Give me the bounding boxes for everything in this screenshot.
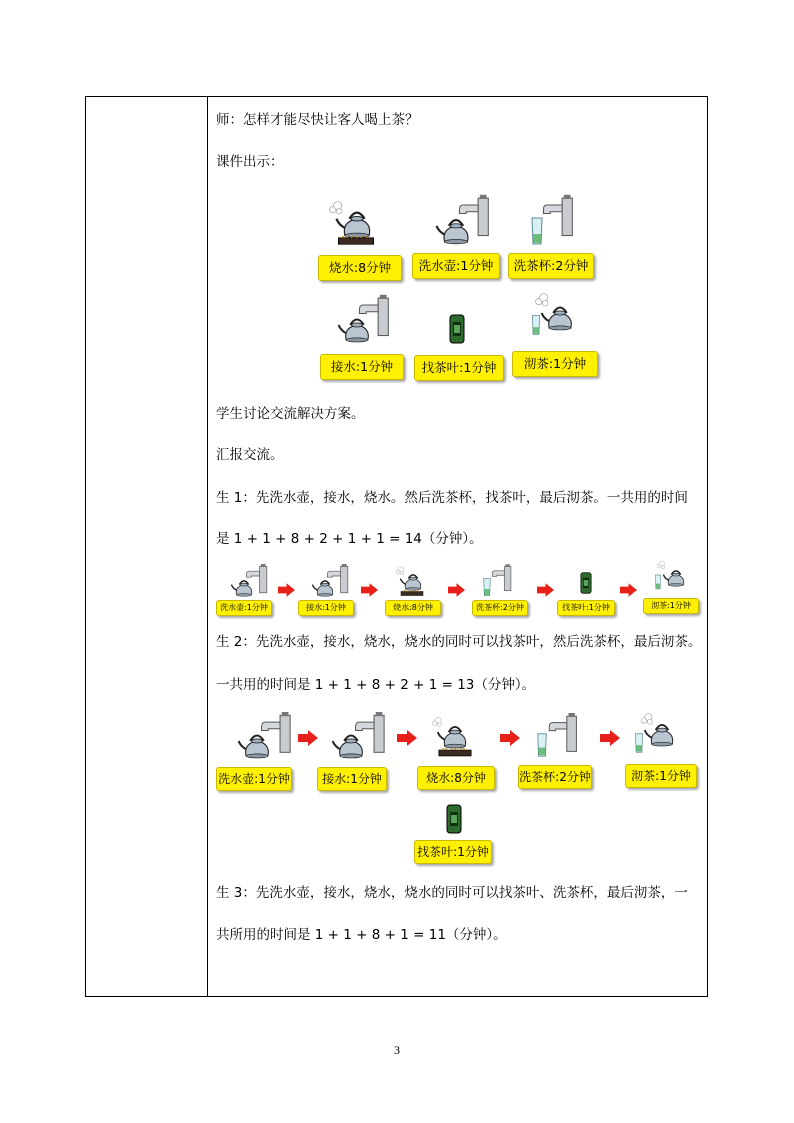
step-boil: 烧水:8分钟 bbox=[385, 600, 441, 616]
red-arrow-icon bbox=[620, 583, 637, 597]
step-fill: 接水:1分钟 bbox=[298, 600, 354, 616]
column-divider bbox=[207, 96, 208, 997]
step-wash-cup: 洗茶杯:2分钟 bbox=[472, 600, 528, 616]
step-boil: 烧水:8分钟 bbox=[417, 766, 495, 790]
kettle-pouring-cup-icon bbox=[630, 712, 682, 756]
red-arrow-icon bbox=[600, 730, 620, 746]
task-card-boil: 烧水:8分钟 bbox=[318, 255, 402, 281]
kettle-under-tap-icon bbox=[311, 564, 349, 598]
red-arrow-icon bbox=[537, 583, 554, 597]
kettle-under-tap-icon bbox=[236, 712, 294, 762]
step-find-tea: 找茶叶:1分钟 bbox=[557, 600, 615, 616]
student2-plan-line2: 一共用的时间是 1 + 1 + 8 + 2 + 1 = 13（分钟）。 bbox=[216, 677, 536, 693]
report-exchange-text: 汇报交流。 bbox=[216, 447, 284, 463]
kettle-under-tap-icon bbox=[434, 194, 492, 248]
student3-plan-line1: 生 3：先洗水壶，接水，烧水，烧水的同时可以找茶叶、洗茶杯，最后沏茶，一 bbox=[216, 885, 688, 901]
kettle-under-tap-icon bbox=[330, 712, 388, 762]
page-number: 3 bbox=[394, 1043, 400, 1057]
task-card-wash-cup: 洗茶杯:2分钟 bbox=[508, 253, 594, 279]
kettle-under-tap-icon bbox=[230, 564, 268, 598]
cup-under-tap-icon bbox=[482, 563, 512, 599]
tea-can-icon bbox=[446, 804, 464, 836]
student3-plan-line2: 共所用的时间是 1 + 1 + 8 + 1 = 11（分钟）。 bbox=[216, 927, 507, 943]
step-brew: 沏茶:1分钟 bbox=[625, 764, 697, 788]
tea-can-icon bbox=[449, 314, 467, 348]
step-wash-kettle: 洗水壶:1分钟 bbox=[216, 600, 272, 616]
red-arrow-icon bbox=[298, 730, 318, 746]
step-find-tea: 找茶叶:1分钟 bbox=[414, 840, 492, 864]
kettle-on-stove-icon bbox=[328, 200, 384, 246]
cup-under-tap-icon bbox=[536, 713, 578, 761]
red-arrow-icon bbox=[361, 583, 378, 597]
task-card-brew: 沏茶:1分钟 bbox=[512, 351, 598, 377]
step-wash-kettle: 洗水壶:1分钟 bbox=[216, 767, 292, 791]
step-fill: 接水:1分钟 bbox=[317, 767, 387, 791]
student1-plan-line2: 是 1 + 1 + 8 + 2 + 1 + 1 = 14（分钟）。 bbox=[216, 531, 483, 547]
student-discussion-text: 学生讨论交流解决方案。 bbox=[216, 406, 365, 422]
cup-under-tap-icon bbox=[528, 194, 578, 248]
task-card-find-tea: 找茶叶:1分钟 bbox=[414, 355, 504, 381]
step-brew: 沏茶:1分钟 bbox=[643, 598, 699, 614]
kettle-pouring-cup-icon bbox=[652, 560, 690, 590]
tea-can-icon bbox=[580, 572, 592, 594]
teacher-question: 师：怎样才能尽快让客人喝上茶？ bbox=[216, 112, 419, 128]
kettle-pouring-cup-icon bbox=[524, 292, 582, 336]
student1-plan-line1: 生 1：先洗水壶，接水，烧水。然后洗茶杯，找茶叶，最后沏茶。一共用的时间 bbox=[216, 490, 688, 506]
student2-plan-line1: 生 2：先洗水壶，接水，烧水，烧水的同时可以找茶叶，然后洗茶杯，最后沏茶。 bbox=[216, 634, 702, 650]
red-arrow-icon bbox=[278, 583, 295, 597]
task-card-fill: 接水:1分钟 bbox=[320, 354, 404, 380]
step-wash-cup: 洗茶杯:2分钟 bbox=[518, 765, 592, 789]
kettle-under-tap-icon bbox=[336, 294, 392, 346]
courseware-heading: 课件出示： bbox=[216, 154, 284, 170]
kettle-on-stove-icon bbox=[395, 566, 429, 598]
red-arrow-icon bbox=[397, 730, 417, 746]
task-card-wash-kettle: 洗水壶:1分钟 bbox=[412, 253, 500, 279]
red-arrow-icon bbox=[500, 730, 520, 746]
kettle-on-stove-icon bbox=[431, 716, 479, 760]
red-arrow-icon bbox=[448, 583, 465, 597]
